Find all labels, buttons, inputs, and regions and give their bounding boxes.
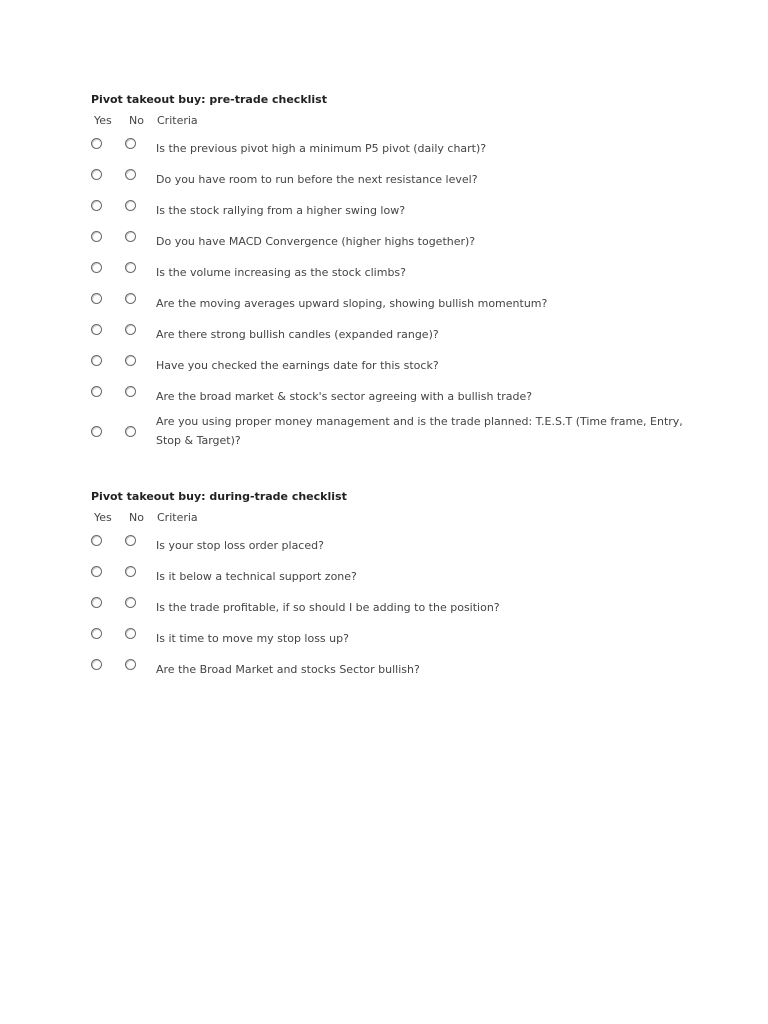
no-radio[interactable] xyxy=(125,426,136,437)
yes-radio[interactable] xyxy=(91,231,102,242)
pre-trade-section xyxy=(91,92,711,452)
yes-radio[interactable] xyxy=(91,293,102,304)
no-radio[interactable] xyxy=(125,231,136,242)
yes-radio[interactable] xyxy=(91,200,102,211)
checklist-row xyxy=(91,226,711,257)
checklist-row xyxy=(91,654,711,685)
no-radio[interactable] xyxy=(125,566,136,577)
checklist-row xyxy=(91,561,711,592)
no-radio[interactable] xyxy=(125,535,136,546)
no-radio[interactable] xyxy=(125,293,136,304)
checklist-row xyxy=(91,319,711,350)
criteria-text: Are there strong bullish candles (expanded range)? xyxy=(156,328,439,341)
criteria-column-header: Criteria xyxy=(157,114,198,127)
yes-radio[interactable] xyxy=(91,628,102,639)
criteria-text: Is the volume increasing as the stock climbs? xyxy=(156,266,407,279)
yes-radio[interactable] xyxy=(91,597,102,608)
checklist-row xyxy=(91,592,711,623)
criteria-text: Are the moving averages upward sloping, showing bullish momentum? xyxy=(156,297,548,310)
criteria-column-header: Criteria xyxy=(157,511,198,524)
checklist-row xyxy=(91,195,711,226)
yes-radio[interactable] xyxy=(91,138,102,149)
yes-radio[interactable] xyxy=(91,535,102,546)
checklist-row xyxy=(91,288,711,319)
criteria-text: Do you have room to run before the next resistance level? xyxy=(156,173,478,186)
checklist-row xyxy=(91,164,711,195)
yes-radio[interactable] xyxy=(91,169,102,180)
checklist-row xyxy=(91,412,711,452)
pre-trade-rows xyxy=(91,133,711,452)
no-radio[interactable] xyxy=(125,386,136,397)
yes-radio[interactable] xyxy=(91,566,102,577)
no-column-header: No xyxy=(129,114,144,127)
criteria-text: Is your stop loss order placed? xyxy=(156,539,324,552)
criteria-text: Are the Broad Market and stocks Sector bullish? xyxy=(156,663,420,676)
no-radio[interactable] xyxy=(125,169,136,180)
no-radio[interactable] xyxy=(125,628,136,639)
during-trade-header-row xyxy=(91,509,711,529)
criteria-text: Is the stock rallying from a higher swing low? xyxy=(156,204,406,217)
criteria-text: Are you using proper money management and is the trade planned: T.E.S.T (Time frame, Entry, Stop & Target)? xyxy=(156,415,683,447)
yes-column-header: Yes xyxy=(94,114,112,127)
criteria-text: Are the broad market & stock's sector agreeing with a bullish trade? xyxy=(156,390,533,403)
no-radio[interactable] xyxy=(125,138,136,149)
during-trade-section xyxy=(91,489,711,685)
criteria-text: Have you checked the earnings date for this stock? xyxy=(156,359,439,372)
no-radio[interactable] xyxy=(125,597,136,608)
criteria-text: Is the trade profitable, if so should I be adding to the position? xyxy=(156,601,500,614)
checklist-row xyxy=(91,381,711,412)
checklist-row xyxy=(91,350,711,381)
pre-trade-header-row xyxy=(91,112,711,132)
yes-radio[interactable] xyxy=(91,386,102,397)
pre-trade-title: Pivot takeout buy: pre-trade checklist xyxy=(91,93,327,106)
no-radio[interactable] xyxy=(125,659,136,670)
checklist-row xyxy=(91,133,711,164)
yes-radio[interactable] xyxy=(91,355,102,366)
criteria-text: Is the previous pivot high a minimum P5 pivot (daily chart)? xyxy=(156,142,487,155)
checklist-row xyxy=(91,257,711,288)
no-radio[interactable] xyxy=(125,200,136,211)
criteria-text: Is it below a technical support zone? xyxy=(156,570,357,583)
no-column-header: No xyxy=(129,511,144,524)
criteria-text: Do you have MACD Convergence (higher highs together)? xyxy=(156,235,476,248)
checklist-row xyxy=(91,623,711,654)
yes-radio[interactable] xyxy=(91,262,102,273)
no-radio[interactable] xyxy=(125,262,136,273)
yes-column-header: Yes xyxy=(94,511,112,524)
yes-radio[interactable] xyxy=(91,659,102,670)
during-trade-title: Pivot takeout buy: during-trade checklist xyxy=(91,490,347,503)
during-trade-rows xyxy=(91,530,711,685)
no-radio[interactable] xyxy=(125,355,136,366)
no-radio[interactable] xyxy=(125,324,136,335)
checklist-row xyxy=(91,530,711,561)
yes-radio[interactable] xyxy=(91,426,102,437)
criteria-text: Is it time to move my stop loss up? xyxy=(156,632,349,645)
yes-radio[interactable] xyxy=(91,324,102,335)
